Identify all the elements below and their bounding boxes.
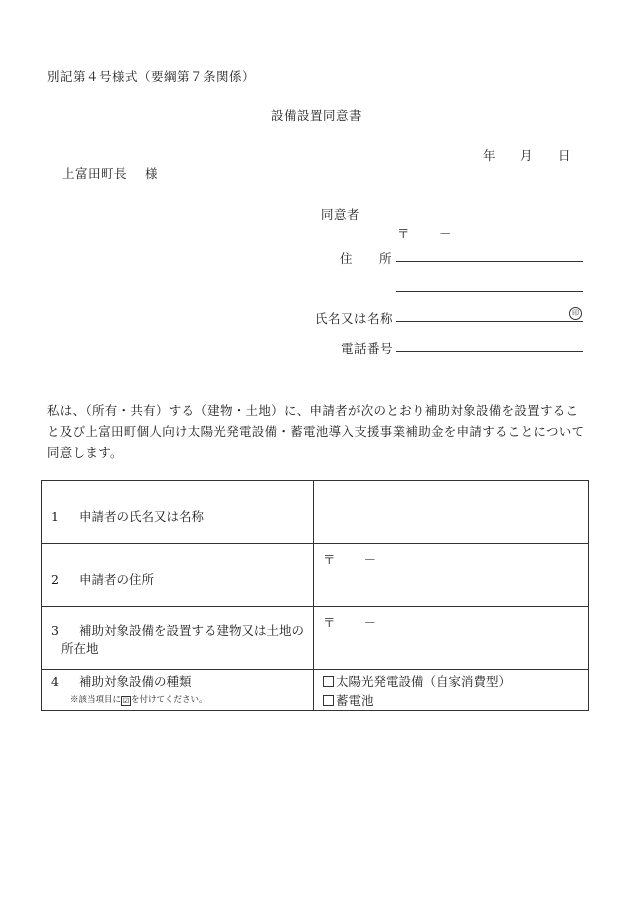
- addressee-suffix: 様: [145, 166, 159, 181]
- name-label: 氏名又は名称: [315, 311, 394, 326]
- name-line[interactable]: [396, 321, 583, 322]
- table-row: [42, 670, 589, 711]
- note-suffix: を付けてください。: [131, 695, 208, 705]
- row-label: 補助対象設備を設置する建物又は土地の: [79, 623, 305, 638]
- row-label-continued: 所在地: [61, 641, 99, 656]
- zip-dash: －: [363, 552, 377, 567]
- row-label: 補助対象設備の種類: [79, 674, 192, 689]
- table-row: [42, 607, 589, 670]
- zip-dash: －: [439, 226, 453, 241]
- date-year-label: 年: [483, 148, 497, 163]
- phone-label: 電話番号: [341, 341, 394, 356]
- date-month-label: 月: [520, 148, 534, 163]
- table-row: [42, 544, 589, 607]
- option-label: 太陽光発電設備（自家消費型）: [336, 674, 512, 689]
- checkbox-checked-icon: ☑: [122, 697, 130, 705]
- form-number: 別記第４号様式（要綱第７条関係）: [47, 69, 256, 84]
- row-label-cell: [42, 670, 314, 711]
- option-label: 蓄電池: [336, 693, 374, 708]
- address-label: 住 所: [340, 251, 393, 266]
- row-label-cell: [42, 607, 314, 670]
- date-day-label: 日: [558, 148, 572, 163]
- row-number: 1: [51, 509, 59, 524]
- zip-mark: 〒: [323, 552, 336, 567]
- document-title: 設備設置同意書: [271, 108, 363, 123]
- applicant-address-cell[interactable]: [314, 544, 589, 607]
- seal-icon: 印: [569, 307, 582, 320]
- consenter-label: 同意者: [321, 207, 361, 222]
- consent-statement: 私は、（所有・共有）する（建物・土地）に、申請者が次のとおり補助対象設備を設置すること及び上富田町個人向け太陽光発電設備・蓄電池導入支援事業補助金を申請することについて同意します。: [47, 403, 585, 460]
- applicant-name-cell[interactable]: [314, 481, 589, 544]
- row-label-cell: [42, 481, 314, 544]
- row-label-cell: [42, 544, 314, 607]
- address-line-2[interactable]: [396, 291, 583, 292]
- phone-line[interactable]: [396, 351, 583, 352]
- option-solar[interactable]: [323, 672, 588, 691]
- note-prefix: ※該当項目に: [70, 695, 122, 705]
- row-number: 4: [51, 674, 59, 689]
- row-number: 2: [51, 572, 59, 587]
- row-label: 申請者の住所: [79, 572, 155, 587]
- row-label: 申請者の氏名又は名称: [79, 509, 205, 524]
- checkbox-icon[interactable]: [323, 695, 334, 706]
- installation-location-cell[interactable]: [314, 607, 589, 670]
- equipment-type-cell: [314, 670, 589, 711]
- zip-mark: 〒: [397, 226, 411, 241]
- info-table: [41, 480, 589, 711]
- zip-dash: －: [363, 615, 377, 630]
- addressee: 上富田町長: [62, 166, 128, 181]
- check-instruction: [42, 693, 313, 706]
- table-row: [42, 481, 589, 544]
- zip-mark: 〒: [323, 615, 336, 630]
- row-number: 3: [51, 623, 59, 638]
- checkbox-icon[interactable]: [323, 676, 334, 687]
- option-battery[interactable]: [323, 691, 588, 710]
- address-line-1[interactable]: [396, 261, 583, 262]
